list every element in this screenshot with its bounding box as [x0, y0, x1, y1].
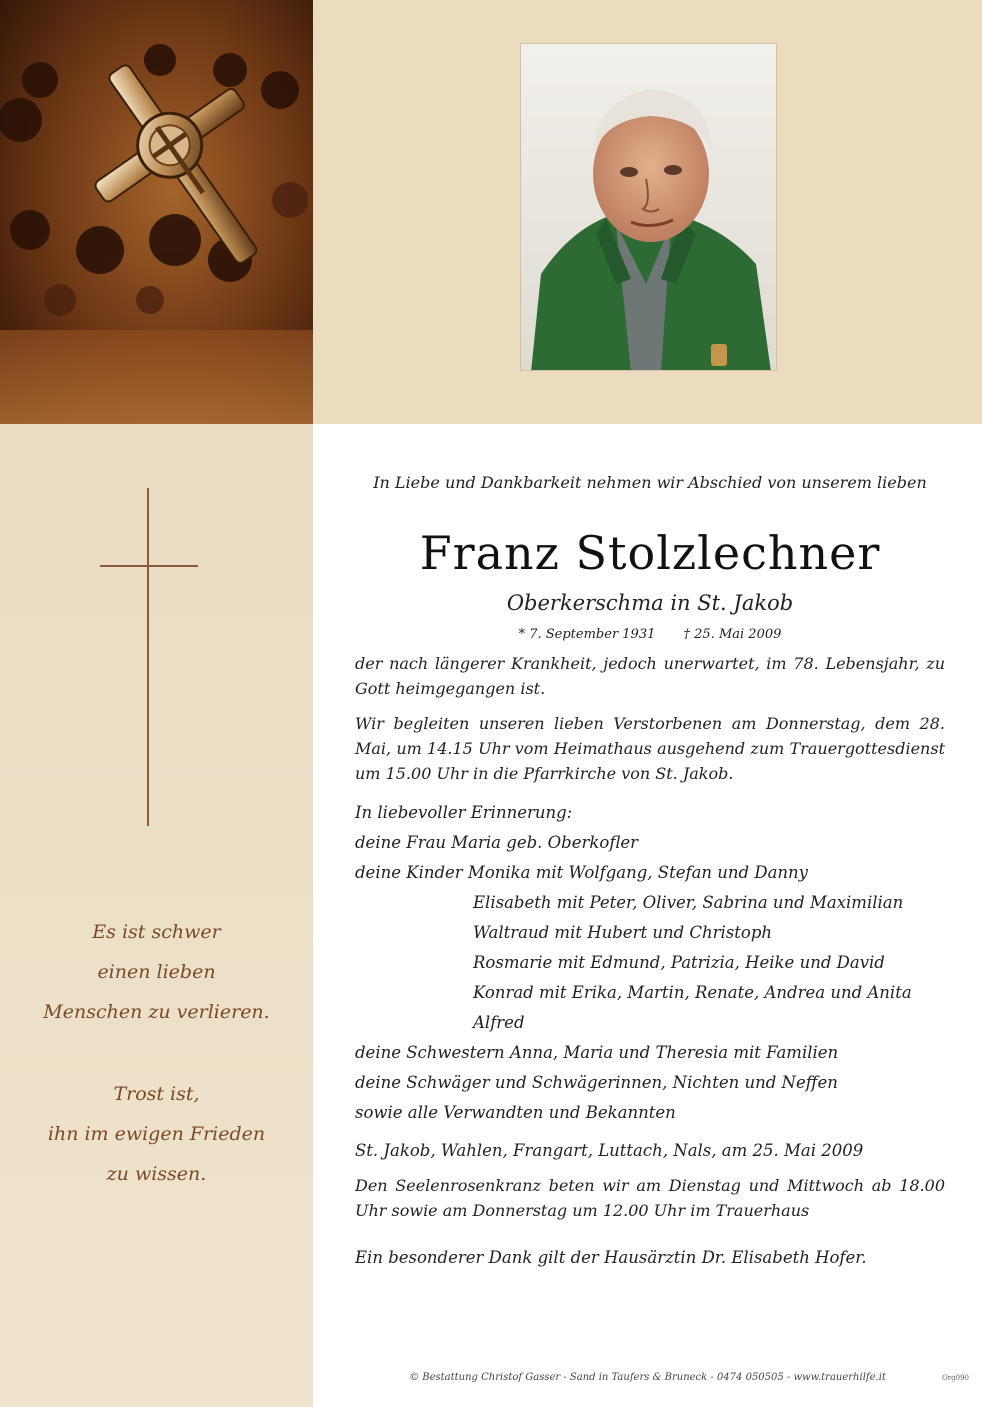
- quote-line: einen lieben: [97, 961, 216, 983]
- quote-block-1: [0, 912, 313, 1032]
- family-child: Elisabeth mit Peter, Oliver, Sabrina und Maximilian: [473, 893, 904, 912]
- family-inlaws: deine Schwäger und Schwägerinnen, Nichten und Neffen: [355, 1073, 838, 1092]
- footer-credit: © Bestattung Christof Gasser - Sand in Taufers & Bruneck - 0474 050505 - www.trauerhilfe.it: [409, 1372, 886, 1383]
- family-heading: In liebevoller Erinnerung:: [355, 803, 573, 822]
- cross-icon: [100, 488, 198, 826]
- birth-date: * 7. September 1931: [518, 627, 656, 642]
- quote-line: Trost ist,: [113, 1083, 200, 1105]
- obituary-text: [355, 470, 945, 1270]
- footer-code: Org090: [942, 1374, 969, 1382]
- funeral-paragraph: Wir begleiten unseren lieben Verstorbenen am Donnerstag, dem 28. Mai, um 14.15 Uhr vom Heimathaus ausgehend zum Trauergottesdienst um 15.00 Uhr in die Pfarrkirche von St. Jakob.: [355, 714, 945, 783]
- quote-line: Es ist schwer: [92, 921, 221, 943]
- family-child: Rosmarie mit Edmund, Patrizia, Heike und David: [473, 953, 885, 972]
- quote-line: Menschen zu verlieren.: [43, 1001, 270, 1023]
- deceased-name: Franz Stolzlechner: [419, 526, 881, 580]
- intro-text: In Liebe und Dankbarkeit nehmen wir Abschied von unserem lieben: [373, 473, 927, 492]
- residence: Oberkerschma in St. Jakob: [506, 591, 794, 615]
- quote-line: zu wissen.: [106, 1163, 207, 1185]
- quote-line: ihn im ewigen Frieden: [47, 1123, 266, 1145]
- life-dates: [355, 625, 945, 645]
- place-date: St. Jakob, Wahlen, Frangart, Luttach, Nals, am 25. Mai 2009: [355, 1141, 864, 1160]
- family-child: Waltraud mit Hubert und Christoph: [473, 923, 773, 942]
- family-child: Konrad mit Erika, Martin, Renate, Andrea und Anita: [473, 983, 912, 1002]
- thanks-text: Ein besonderer Dank gilt der Hausärztin Dr. Elisabeth Hofer.: [355, 1248, 867, 1267]
- portrait-photo: [520, 43, 777, 371]
- family-children: deine Kinder Monika mit Wolfgang, Stefan und Danny: [355, 863, 808, 882]
- rosary-paragraph: Den Seelenrosenkranz beten wir am Dienstag und Mittwoch ab 18.00 Uhr sowie am Donnerstag um 12.00 Uhr im Trauerhaus: [355, 1176, 945, 1220]
- death-paragraph: der nach längerer Krankheit, jedoch unerwartet, im 78. Lebensjahr, zu Gott heimgegangen ist.: [355, 654, 945, 698]
- death-date: † 25. Mai 2009: [683, 627, 782, 642]
- family-child: Alfred: [473, 1013, 525, 1032]
- quote-block-2: [0, 1074, 313, 1194]
- family-sisters: deine Schwestern Anna, Maria und Theresia mit Familien: [355, 1043, 839, 1062]
- crucifix-image: [0, 0, 313, 424]
- family-list: [355, 798, 945, 1128]
- family-relatives: sowie alle Verwandten und Bekannten: [355, 1103, 676, 1122]
- family-wife: deine Frau Maria geb. Oberkofler: [355, 833, 638, 852]
